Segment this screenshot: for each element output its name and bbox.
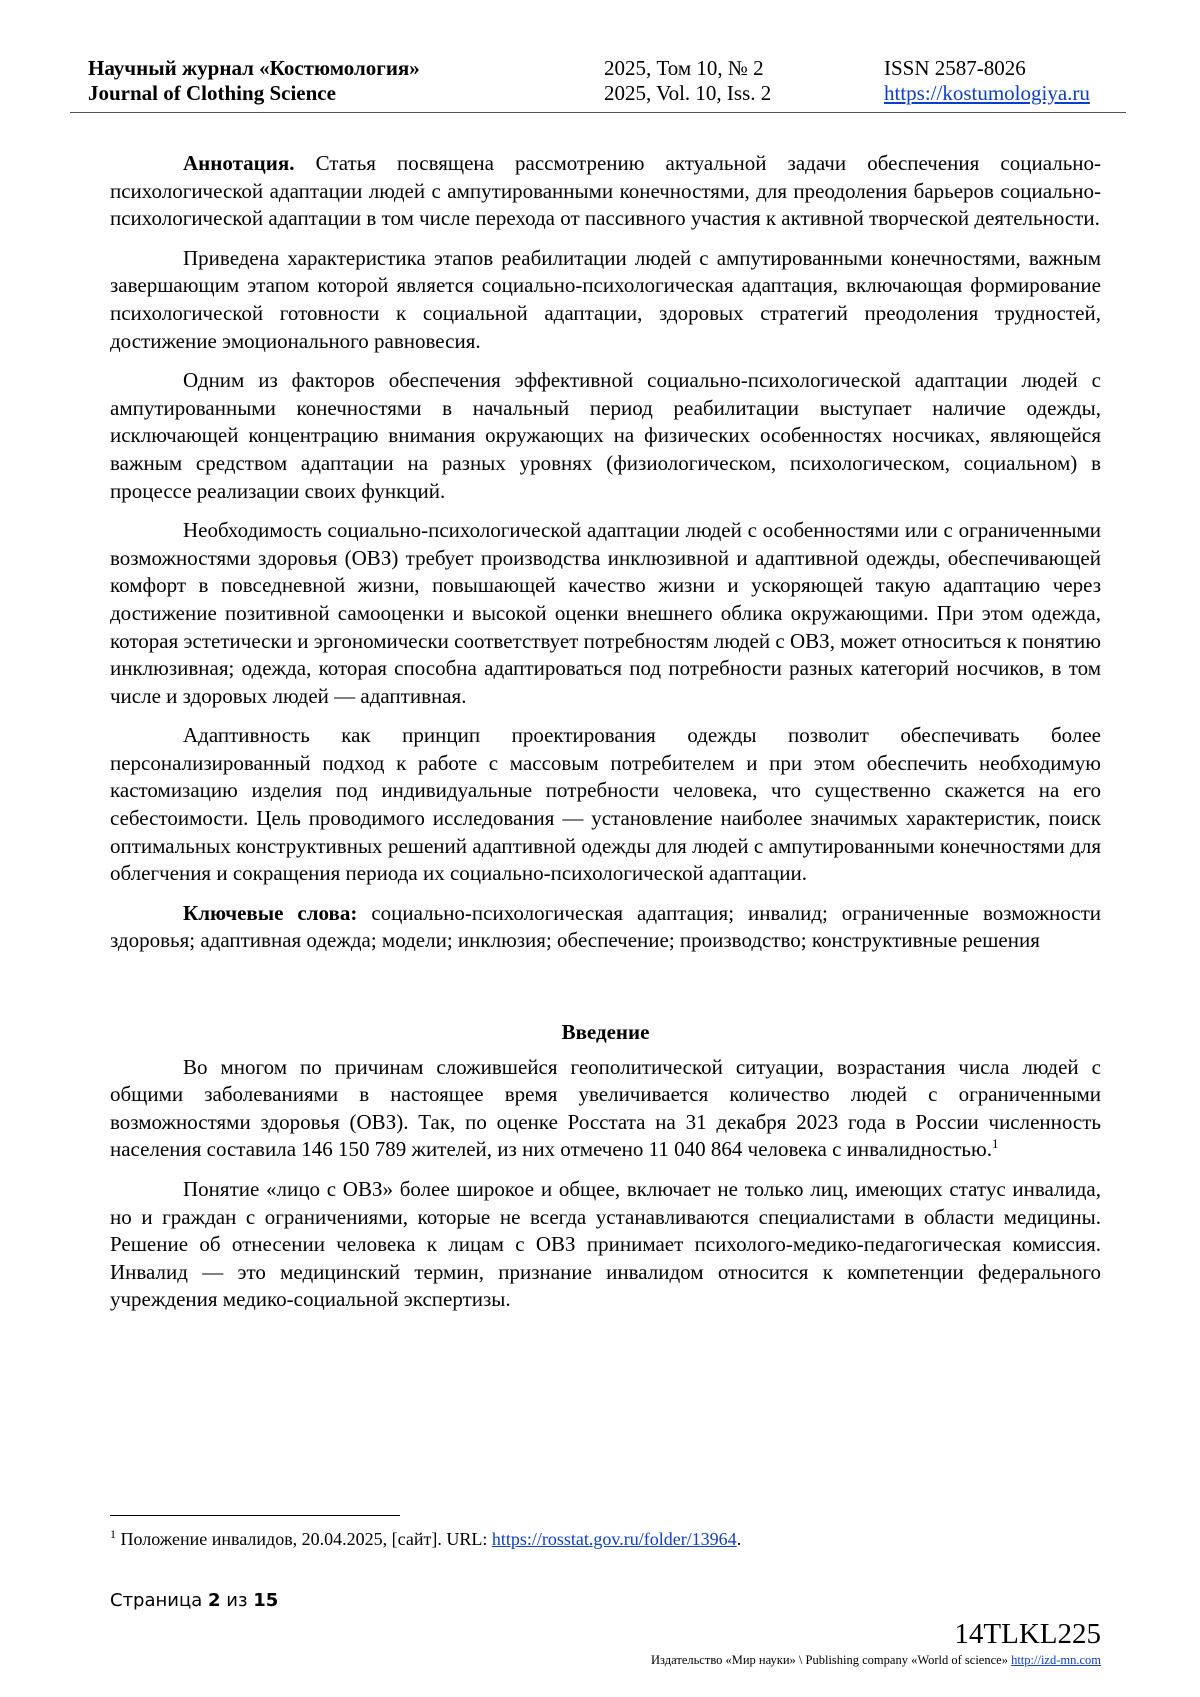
abstract-label: Аннотация. [183,151,295,175]
footnote-text: Положение инвалидов, 20.04.2025, [сайт]. URL: [120,1529,488,1549]
keywords-paragraph: Ключевые слова: социально-психологическая адаптация; инвалид; ограниченные возможности здоровья; адаптивная одежда; модели; инклюзия; обеспечение; производство; конструктивные решения [110,900,1101,953]
abstract-paragraph-5: Адаптивность как принцип проектирования одежды позволит обеспечивать более персонализированный подход к работе с массовым потребителем и при этом обеспечить необходимую кастомизацию изделия под индивидуальные потребности человека, что существенно скажется на его себестоимости. Цель проводимого исследования — установление наиболее значимых характеристик, поиск оптимальных конструктивных решений адаптивной одежды для людей с ампутированными конечностями для облегчения и сокращения периода их социально-психологической адаптации. [110,723,1101,886]
section-spacer [110,967,1101,1019]
abstract-paragraph-1: Аннотация. Статья посвящена рассмотрению актуальной задачи обеспечения социально-психологической адаптации людей с ампутированными конечностями, для преодоления барьеров социально-психологической адаптации в том числе перехода от пассивного участия к активной творческой деятельности. [110,151,1101,231]
footnote-link[interactable]: https://rosstat.gov.ru/folder/13964 [491,1529,737,1549]
footnote: $^1$ Положение инвалидов, 20.04.2025, [сайт]. URL: https://rosstat.gov.ru/folder/13964. [110,1527,742,1549]
intro-paragraph-2: Понятие «лицо с ОВЗ» более широкое и общее, включает не только лиц, имеющих статус инвалида, но и граждан с ограничениями, которые не всегда устанавливаются специалистами в области медицины. Решение об отнесении человека к лицам с ОВЗ принимает психолого-медико-педагогическая комиссия. Инвалид — это медицинский термин, признание инвалидом относится к компетенции федерального учреждения медико-социальной экспертизы. [110,1177,1101,1312]
header-issue-info [604,56,771,106]
intro-paragraph-1: Во многом по причинам сложившейся геополитической ситуации, возрастания числа людей с общими заболеваниями в настоящее время увеличивается количество людей с ограниченными возможностями здоровья (ОВЗ). Так, по оценке Росстата на 31 декабря 2023 года в России численность населения составила 146 150 789 жителей, из них отмечено 11 040 864 человека с инвалидностью.$^1$ [110,1054,1101,1162]
header-issn-site [884,56,1090,106]
journal-title-en: Journal of Clothing Science [88,81,336,105]
publisher-link[interactable]: http://izd-mn.com [1011,1653,1101,1667]
publisher-line: Издательство «Мир науки» \ Publishing company «World of science» http://izd-mn.com [651,1653,1101,1667]
header-journal-names [88,56,420,106]
journal-site-link[interactable]: https://kostumologiya.ru [884,81,1090,105]
article-body [110,150,1101,1326]
page-current: 2 [208,1590,221,1611]
footnote-reference[interactable]: 1 [991,1136,999,1152]
page-number: Страница 2 из 15 [110,1590,279,1611]
abstract-paragraph-2: Приведена характеристика этапов реабилитации людей с ампутированными конечностями, важным завершающим этапом которой является социально-психологическая адаптация, включающая формирование психологической готовности к социальной адаптации, здоровых стратегий преодоления трудностей, достижение эмоционального равновесия. [110,245,1101,353]
section-heading-introduction: Введение [561,1020,650,1045]
abstract-paragraph-4: Необходимость социально-психологической адаптации людей с особенностями или с ограниченными возможностями здоровья (ОВЗ) требует производства инклюзивной и адаптивной одежды, обеспечивающей комфорт в повседневной жизни, повышающей качество жизни и ускоряющей такую адаптацию через достижение позитивной самооценки и высокой оценки внешнего облика окружающими. При этом одежда, которая эстетически и эргономически соответствует потребностям людей с ОВЗ, может относиться к понятию инклюзивная; одежда, которая способна адаптироваться под потребности разных категорий носчиков, в том числе и здоровых людей — адаптивная. [110,518,1101,708]
journal-title-ru: Научный журнал «Костюмология» [88,56,420,80]
issue-en: 2025, Vol. 10, Iss. 2 [604,81,772,105]
footnote-divider [110,1515,400,1516]
issn: ISSN 2587-8026 [884,56,1026,80]
issue-ru: 2025, Том 10, № 2 [604,56,764,80]
footnote-mark: 1 [110,1527,116,1541]
article-code: 14TLKL225 [954,1618,1101,1650]
keywords-label: Ключевые слова: [183,900,358,925]
header-divider [70,112,1126,113]
abstract-paragraph-3: Одним из факторов обеспечения эффективной социально-психологической адаптации людей с ампутированными конечностями в начальный период реабилитации выступает наличие одежды, исключающей концентрацию внимания окружающих на физических особенностях носчиках, являющейся важным средством адаптации на разных уровнях (физиологическом, психологическом, социальном) в процессе реализации своих функций. [110,368,1101,503]
page-total: 15 [253,1590,279,1611]
journal-header [86,56,1122,110]
